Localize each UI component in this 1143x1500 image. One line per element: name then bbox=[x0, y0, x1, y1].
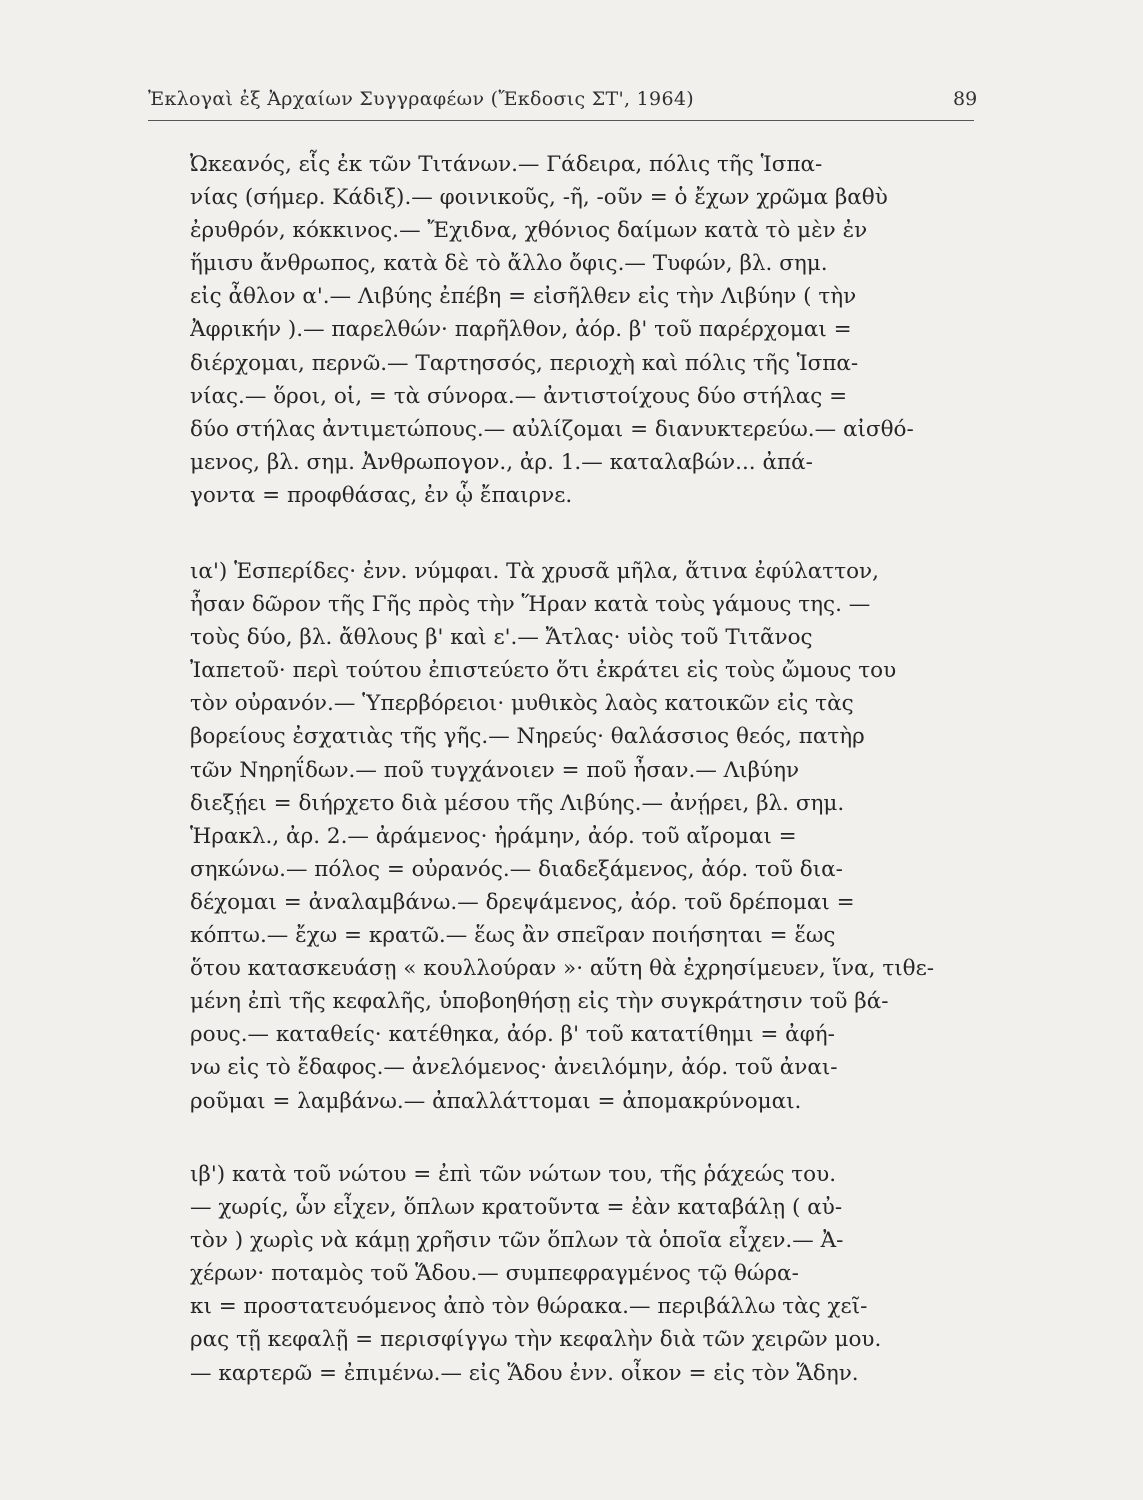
text-line: ἦσαν δῶρον τῆς Γῆς πρὸς τὴν Ἥραν κατὰ τοὺς γάμους της. — bbox=[190, 592, 871, 618]
running-title: Ἐκλογαὶ ἐξ Ἀρχαίων Συγγραφέων (Ἔκδοσις ΣΤ', 1964) bbox=[148, 88, 694, 110]
page-number: 89 bbox=[953, 88, 978, 110]
text-line: ιβ') κατὰ τοῦ νώτου = ἐπὶ τῶν νώτων του, τῆς ῥάχεώς του. bbox=[190, 1162, 837, 1187]
text-line: κόπτω.— ἔχω = κρατῶ.— ἕως ἂν σπεῖραν ποιήσηται = ἕως bbox=[190, 923, 836, 949]
text-line: ια') Ἑσπερίδες· ἐνν. νύμφαι. Τὰ χρυσᾶ μῆλα, ἅτινα ἐφύλαττον, bbox=[190, 559, 879, 584]
text-line: ροῦμαι = λαμβάνω.— ἀπαλλάττομαι = ἀπομακρύνομαι. bbox=[190, 1088, 802, 1114]
text-line: ἐρυθρόν, κόκκινος.— Ἔχιδνα, χθόνιος δαίμων κατὰ τὸ μὲν ἐν bbox=[190, 218, 868, 244]
text-line: Ὠκεανός, εἷς ἐκ τῶν Τιτάνων.— Γάδειρα, πόλις τῆς Ἱσπα- bbox=[190, 152, 823, 177]
notes-paragraph-ia bbox=[190, 555, 976, 1118]
text-line: τῶν Νηρηΐδων.— ποῦ τυγχάνοιεν = ποῦ ἦσαν.— Λιβύην bbox=[190, 757, 800, 783]
text-line: γοντα = προφθάσας, ἐν ᾧ ἔπαιρνε. bbox=[190, 482, 573, 508]
text-line: τὸν οὐρανόν.— Ὑπερβόρειοι· μυθικὸς λαὸς κατοικῶν εἰς τὰς bbox=[190, 691, 854, 717]
text-line: βορείους ἐσχατιὰς τῆς γῆς.— Νηρεύς· θαλάσσιος θεός, πατὴρ bbox=[190, 724, 865, 750]
text-line: διέρχομαι, περνῶ.— Ταρτησσός, περιοχὴ καὶ πόλις τῆς Ἱσπα- bbox=[190, 350, 859, 376]
header-rule bbox=[148, 120, 974, 121]
text-line: νίας (σήμερ. Κάδιξ).— φοινικοῦς, -ῆ, -οῦν = ὁ ἔχων χρῶμα βαθὺ bbox=[190, 185, 888, 211]
text-line: — χωρίς, ὧν εἶχεν, ὅπλων κρατοῦντα = ἐὰν καταβάλῃ ( αὐ- bbox=[190, 1195, 843, 1221]
text-line: νω εἰς τὸ ἔδαφος.— ἀνελόμενος· ἀνειλόμην, ἀόρ. τοῦ ἀναι- bbox=[190, 1055, 838, 1081]
text-line: μενος, βλ. σημ. Ἀνθρωπογον., ἀρ. 1.— καταλαβών... ἀπά- bbox=[190, 449, 813, 475]
text-line: ρας τῇ κεφαλῇ = περισφίγγω τὴν κεφαλὴν διὰ τῶν χειρῶν μου. bbox=[190, 1327, 882, 1353]
text-line: νίας.— ὅροι, οἱ, = τὰ σύνορα.— ἀντιστοίχους δύο στήλας = bbox=[190, 383, 848, 409]
text-line: ρους.— καταθείς· κατέθηκα, ἀόρ. β' τοῦ κατατίθημι = ἀφή- bbox=[190, 1022, 835, 1048]
text-line: δέχομαι = ἀναλαμβάνω.— δρεψάμενος, ἀόρ. τοῦ δρέπομαι = bbox=[190, 889, 855, 915]
text-line: μένη ἐπὶ τῆς κεφαλῆς, ὑποβοηθήσῃ εἰς τὴν συγκράτησιν τοῦ βά- bbox=[190, 989, 889, 1015]
text-line: σηκώνω.— πόλος = οὐρανός.— διαδεξάμενος, ἀόρ. τοῦ δια- bbox=[190, 856, 843, 882]
text-line: τὸν ) χωρὶς νὰ κάμῃ χρῆσιν τῶν ὅπλων τὰ ὁποῖα εἶχεν.— Ἀ- bbox=[190, 1228, 844, 1254]
text-line: κι = προστατευόμενος ἀπὸ τὸν θώρακα.— περιβάλλω τὰς χεῖ- bbox=[190, 1294, 868, 1320]
text-line: Ἰαπετοῦ· περὶ τούτου ἐπιστεύετο ὅτι ἐκράτει εἰς τοὺς ὤμους του bbox=[190, 658, 897, 684]
notes-paragraph-1 bbox=[190, 148, 976, 512]
text-line: τοὺς δύο, βλ. ἄθλους β' καὶ ε'.— Ἄτλας· υἱὸς τοῦ Τιτᾶνος bbox=[190, 625, 813, 651]
text-line: ὅτου κατασκευάσῃ « κουλλούραν »· αὕτη θὰ ἐχρησίμευεν, ἵνα, τιθε- bbox=[190, 956, 934, 982]
notes-paragraph-ib bbox=[190, 1158, 976, 1390]
text-line: δύο στήλας ἀντιμετώπους.— αὐλίζομαι = διανυκτερεύω.— αἰσθό- bbox=[190, 416, 914, 442]
text-line: ἥμισυ ἄνθρωπος, κατὰ δὲ τὸ ἄλλο ὄφις.— Τυφών, βλ. σημ. bbox=[190, 251, 828, 277]
text-line: εἰς ἆθλον α'.— Λιβύης ἐπέβη = εἰσῆλθεν εἰς τὴν Λιβύην ( τὴν bbox=[190, 284, 857, 310]
text-line: χέρων· ποταμὸς τοῦ Ἅδου.— συμπεφραγμένος τῷ θώρα- bbox=[190, 1261, 799, 1287]
text-line: Ἀφρικήν ).— παρελθών· παρῆλθον, ἀόρ. β' τοῦ παρέρχομαι = bbox=[190, 317, 852, 343]
text-line: διεξῄει = διήρχετο διὰ μέσου τῆς Λιβύης.— ἀνῄρει, βλ. σημ. bbox=[190, 790, 845, 816]
text-line: — καρτερῶ = ἐπιμένω.— εἰς Ἅδου ἐνν. οἶκον = εἰς τὸν Ἅδην. bbox=[190, 1360, 859, 1386]
text-line: Ἡρακλ., ἀρ. 2.— ἀράμενος· ἠράμην, ἀόρ. τοῦ αἴρομαι = bbox=[190, 823, 797, 849]
